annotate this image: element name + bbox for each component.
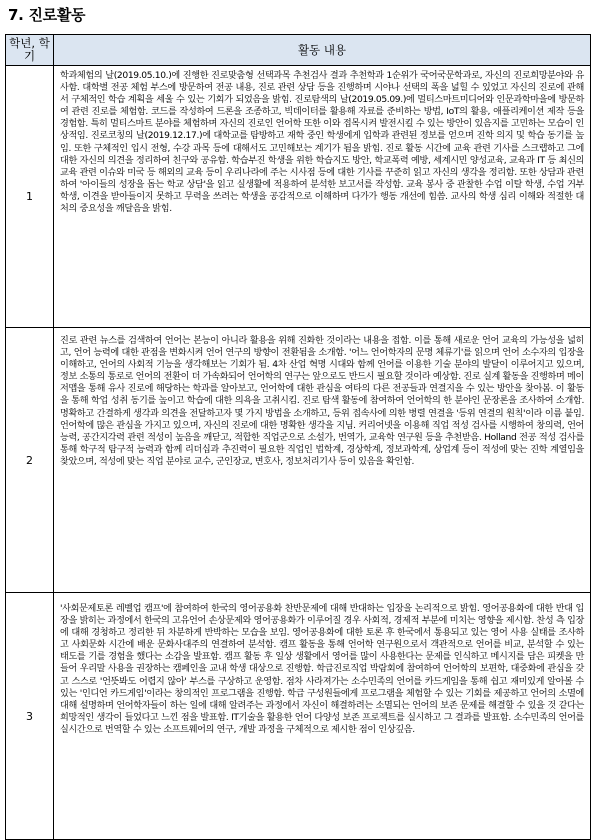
table-header-row bbox=[6, 35, 591, 66]
table-row bbox=[6, 328, 591, 593]
table-row bbox=[6, 593, 591, 840]
grade-header: 학년, 학기 bbox=[6, 35, 54, 66]
table-row bbox=[6, 66, 591, 328]
activity-text: 학과체험의 날(2019.05.10.)에 진행한 진로맞춤형 선택과목 추천검사 결과 추천학과 1순위가 국어국문학과로, 자신의 진로희망분야와 유사함. 대학별 전공 체험 부스에 방문하여 전공 내용, 진로 관련 상담 등을 진행하며 시야나 선택의 폭을 넓힐 수 있었고 자신의 진로에 관해서 구체적인 학습 계획을 세울 수 있는 기회가 되었음을 밝힘. 진로탐색의 날(2019.05.09.)에 멀티스마트미디어와 인문과학마을에 방문하여 관련 진로를 체험함. 코드를 작성하여 드론을 조종하고, 빅데이터를 활용해 자료를 준비하는 방법, IoT의 활용, 애플리케이션 제작 등을 경험함. 특히 멀티스마트 분야를 체험하며 자신의 진로인 언어학 또한 이와 접목시켜 발전시킬 수 있는 방안이 있음지를 고민하는 모습이 인상적임. 진로코칭의 날(2019.12.17.)에 대학교를 탐방하고 재학 중인 학생에게 입학과 관련된 정보를 얻으며 진학 의지 및 학습 동기를 높임. 또한 구체적인 입시 전형, 수강 과목 등에 대해서도 고민해보는 계기가 됨을 밝힘. 진로 활동 시간에 교육 관련 기사를 스크랩하고 그에 대한 자신의 의견을 정리하여 친구와 공유함. 학습부진 학생을 위한 학습지도 방안, 학교폭력 예방, 세계시민 양성교육, 교육과 IT 등 최신의 교육 관련 이슈와 미국 등 해외의 교육 등이 우리나라에 주는 시사점 등에 대한 기사를 꾸준히 읽고 자신의 생각을 정리함. 또한 상담과 관련하여 '아이들의 성장을 돕는 학교 상담'을 읽고 실생활에 적용하여 분석한 보고서를 작성함. 교육 봉사 중 관찰한 수업 이탈 학생, 수업 거부 학생, 이견을 받아들이지 못하고 무력을 쓰려는 학생을 공감적으로 이해하며 다가가 행동 개선에 힘씀. 교사의 학생 심리 이해와 적절한 대처의 중요성을 깨달음을 밝힘. bbox=[60, 71, 584, 215]
content-cell bbox=[54, 66, 591, 328]
content-cell bbox=[54, 593, 591, 840]
section-title: 7. 진로활동 bbox=[8, 6, 86, 24]
grade-cell: 1 bbox=[6, 66, 54, 328]
grade-cell: 3 bbox=[6, 593, 54, 840]
content-cell bbox=[54, 328, 591, 593]
grade-cell: 2 bbox=[6, 328, 54, 593]
content-header: 활동 내용 bbox=[54, 35, 591, 66]
activity-text: 진로 관련 뉴스를 검색하여 언어는 본능이 아니라 활용을 위해 진화한 것이라는 내용을 접함. 이를 통해 새로운 언어 교육의 가능성을 넓히고, 언어 능력에 대한 관점을 변화시켜 언어 연구의 방향이 전환됨을 소개함. '어느 언어학자의 문명 체류기'를 읽으며 언어 소수자의 입장을 이해하고, 언어의 사회적 기능을 생각해보는 기회가 됨. 4차 산업 혁명 시대와 함께 언어를 이용한 기술 분야의 발달이 이루어지고 있으며, 정보 소통의 통로로 언어의 전환이 더 가속화되어 언어학의 연구는 앞으로도 반드시 필요할 것이라 예상함. 진로 실계 활동을 진행하며 메이저맵을 통해 유사 진로에 해당하는 학과를 알아보고, 언어학에 대한 관심을 여타의 다른 전공들과 연결지을 수 있는 방안을 찾아봄. 이 활동을 통해 학업 성취 동기를 높이고 학습에 대한 의욕을 고취시킴. 진로 탐색 활동에 참여하여 언어학의 한 분야인 문장론을 조사하여 소개함. 명확하고 간결하게 생각과 의견을 전달하고자 몇 가지 방법을 소개하고, 등위 접속사에 의한 병렬 연결을 '등위 연결의 원칙'이라 이름 붙임. 언어학에 많은 관심을 가지고 있으며, 자신의 진로에 대한 명확한 생각을 지님. 커리어넷을 이용해 직업 적성 검사를 시행하여 창의력, 언어 능력, 공간지각력 관련 적성이 높음을 깨닫고, 적합한 직업군으로 소설가, 번역가, 교육학 연구원 등을 추천받음. Holland 전공 적성 검사를 통해 학구적 탐구적 능력과 함께 리더십과 추진력이 필요한 직업인 법학계, 경상학계, 정보과학계, 상업계 등이 적성에 맞는 진학 계열임을 찾았으며, 적성에 맞는 직업 분야로 교수, 군인장교, 변호사, 정보처리기사 등이 있음을 확인함. bbox=[60, 336, 584, 467]
activity-text: '사회문제토론 레벨업 캠프'에 참여하여 한국의 영어공용화 찬반문제에 대해 반대하는 입장을 논리적으로 밝힘. 영어공용화에 대한 반대 입장을 밝히는 과정에서 한국의 고유언어 손상문제와 영어공용화가 이루어질 경우 사회적, 경제적 부분에 미치는 영향을 제시함. 찬성 측 입장에 대해 경청하고 정리한 뒤 차분하게 반박하는 모습을 보임. 영어공용화에 대한 토론 후 한국에서 통용되고 있는 영어 사용 실태를 조사하고 사회문화 시간에 배운 문화사대주의 연결하여 분석함. 캠프 활동을 통해 언어학 연구원으로서 객관적으로 언어를 비교, 분석할 수 있는 태도를 기를 경험을 했다는 소감을 발표함. 캠프 활동 후 일상 생활에서 영어를 많이 사용한다는 문제를 인식하고 메시지를 담은 피켓을 만들어 우리말 사용을 권장하는 캠페인을 교내 학생 대상으로 진행함. 학급진로직업 박람회에 참여하여 언어학의 보편학, 대중화에 관심을 갖고 스스로 '언뜻봐도 어렵지 않아' 부스를 구상하고 운영함. 점차 사라져가는 소수민족의 언어를 카드게임을 통해 쉽고 재미있게 알아볼 수 있는 '인디언 카드게임'이라는 창의적인 프로그램을 진행함. 학급 구성원들에게 프로그램을 체험할 수 있는 기회를 제공하고 언어의 소멸에 대해 설명하며 언어학자들이 하는 일에 대해 알려주는 과정에서 자신이 해결하려는 소멸되는 언어의 보존 문제를 해결할 수 있을 것 같다는 희망적인 생각이 들었다고 느낀 점을 발표함. IT기술을 활용한 언어 다양성 보존 프로젝트를 실시하고 그 결과를 발표함. 소수민족의 언어를 실시간으로 번역할 수 있는 소프트웨어의 연구, 개발 과정을 구체적으로 제시한 점이 인상깊음. bbox=[60, 604, 584, 735]
activity-table bbox=[5, 34, 591, 840]
